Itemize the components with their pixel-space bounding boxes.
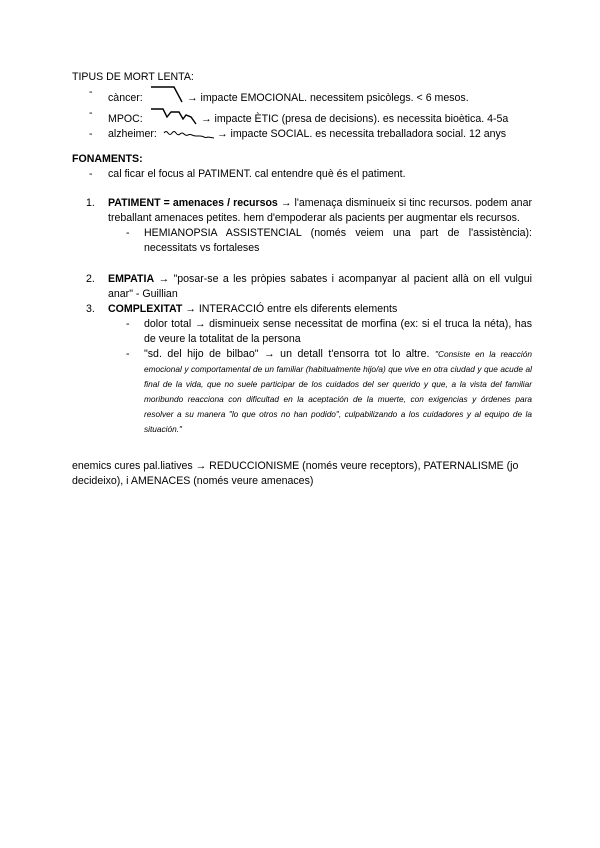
fonaments-intro-list [72,167,532,182]
item-text: → l'amenaça disminueix si tinc recursos. podem anar treballant amenaces petites. hem d'empoderar als pacients per augmentar els recursos. [108,197,532,224]
types-list [72,85,532,142]
types-heading: TIPUS DE MORT LENTA: [72,71,194,83]
item-title: EMPATIA [108,273,155,285]
type-label: càncer: [108,92,143,104]
decline-curve-icon [149,85,185,106]
type-text: → impacte ÈTIC (presa de decisions). es necessita bioètica. 4-5a [200,113,509,125]
type-text: → impacte EMOCIONAL. necessitem psicòlegs. < 6 mesos. [186,92,469,104]
type-label: alzheimer: [108,128,157,140]
fonament-item-1 [72,196,532,256]
item-sublist [108,317,532,437]
type-item-alzheimer [72,127,532,142]
closing-paragraph: enemics cures pal.liatives → REDUCCIONISME (només veure receptors), PATERNALISME (jo decideixo), i AMENACES (només veure amenaces) [72,460,519,487]
fonament-item-3 [72,302,532,437]
type-text: → impacte SOCIAL. es necessita treballadora social. 12 anys [216,128,507,140]
fonaments-intro: - cal ficar el focus al PATIMENT. cal entendre què és el patiment. [72,167,532,182]
definition-quote: "Consiste en la reacción emocional y comportamental de un familiar (habitualmente hijo/a) que vive en otra ciudad y que acude al final de la vida, que no suele participar de los cuidados del ser querido y que, a la vista del familiar moribundo reacciona con dificultad en la aceptación de la muerte, con exigencias y órdenes para resolver a su manera "lo que otros no han podido", culpabilizando a los cuidadores y al equipo de la situación." [144,349,533,434]
wavy-decline-curve-icon [163,128,215,140]
document-page [72,70,532,500]
fonaments-list [72,196,532,437]
item-title: PATIMENT = amenaces / recursos [108,197,278,209]
oscillating-decline-curve-icon [149,106,199,127]
item-title: COMPLEXITAT [108,303,183,315]
item-number: 3. [86,303,95,315]
sub-item-text: "sd. del hijo de bilbao" → un detall t'ensorra tot lo altre. [144,348,436,360]
fonaments-heading: FONAMENTS: [72,153,143,165]
item-text: → INTERACCIÓ entre els diferents elements [182,303,398,315]
item-sublist [108,226,532,256]
sub-item: - dolor total → disminueix sense necessitat de morfina (ex: si el truca la néta), has de veure la totalitat de la persona [108,317,532,347]
fonament-item-2 [72,272,532,302]
type-label: MPOC: [108,113,143,125]
type-item-mpoc [72,106,532,127]
item-text: → "posar-se a les pròpies sabates i acompanyar al pacient allà on ell vulgui anar" - Guillian [108,273,532,300]
type-item-cancer [72,85,532,106]
item-number: 2. [86,273,95,285]
sub-item: - HEMIANOPSIA ASSISTENCIAL (només veiem una part de l'assistència): necessitats vs fortaleses [108,226,532,256]
item-number: 1. [86,197,95,209]
sub-item [108,347,532,437]
